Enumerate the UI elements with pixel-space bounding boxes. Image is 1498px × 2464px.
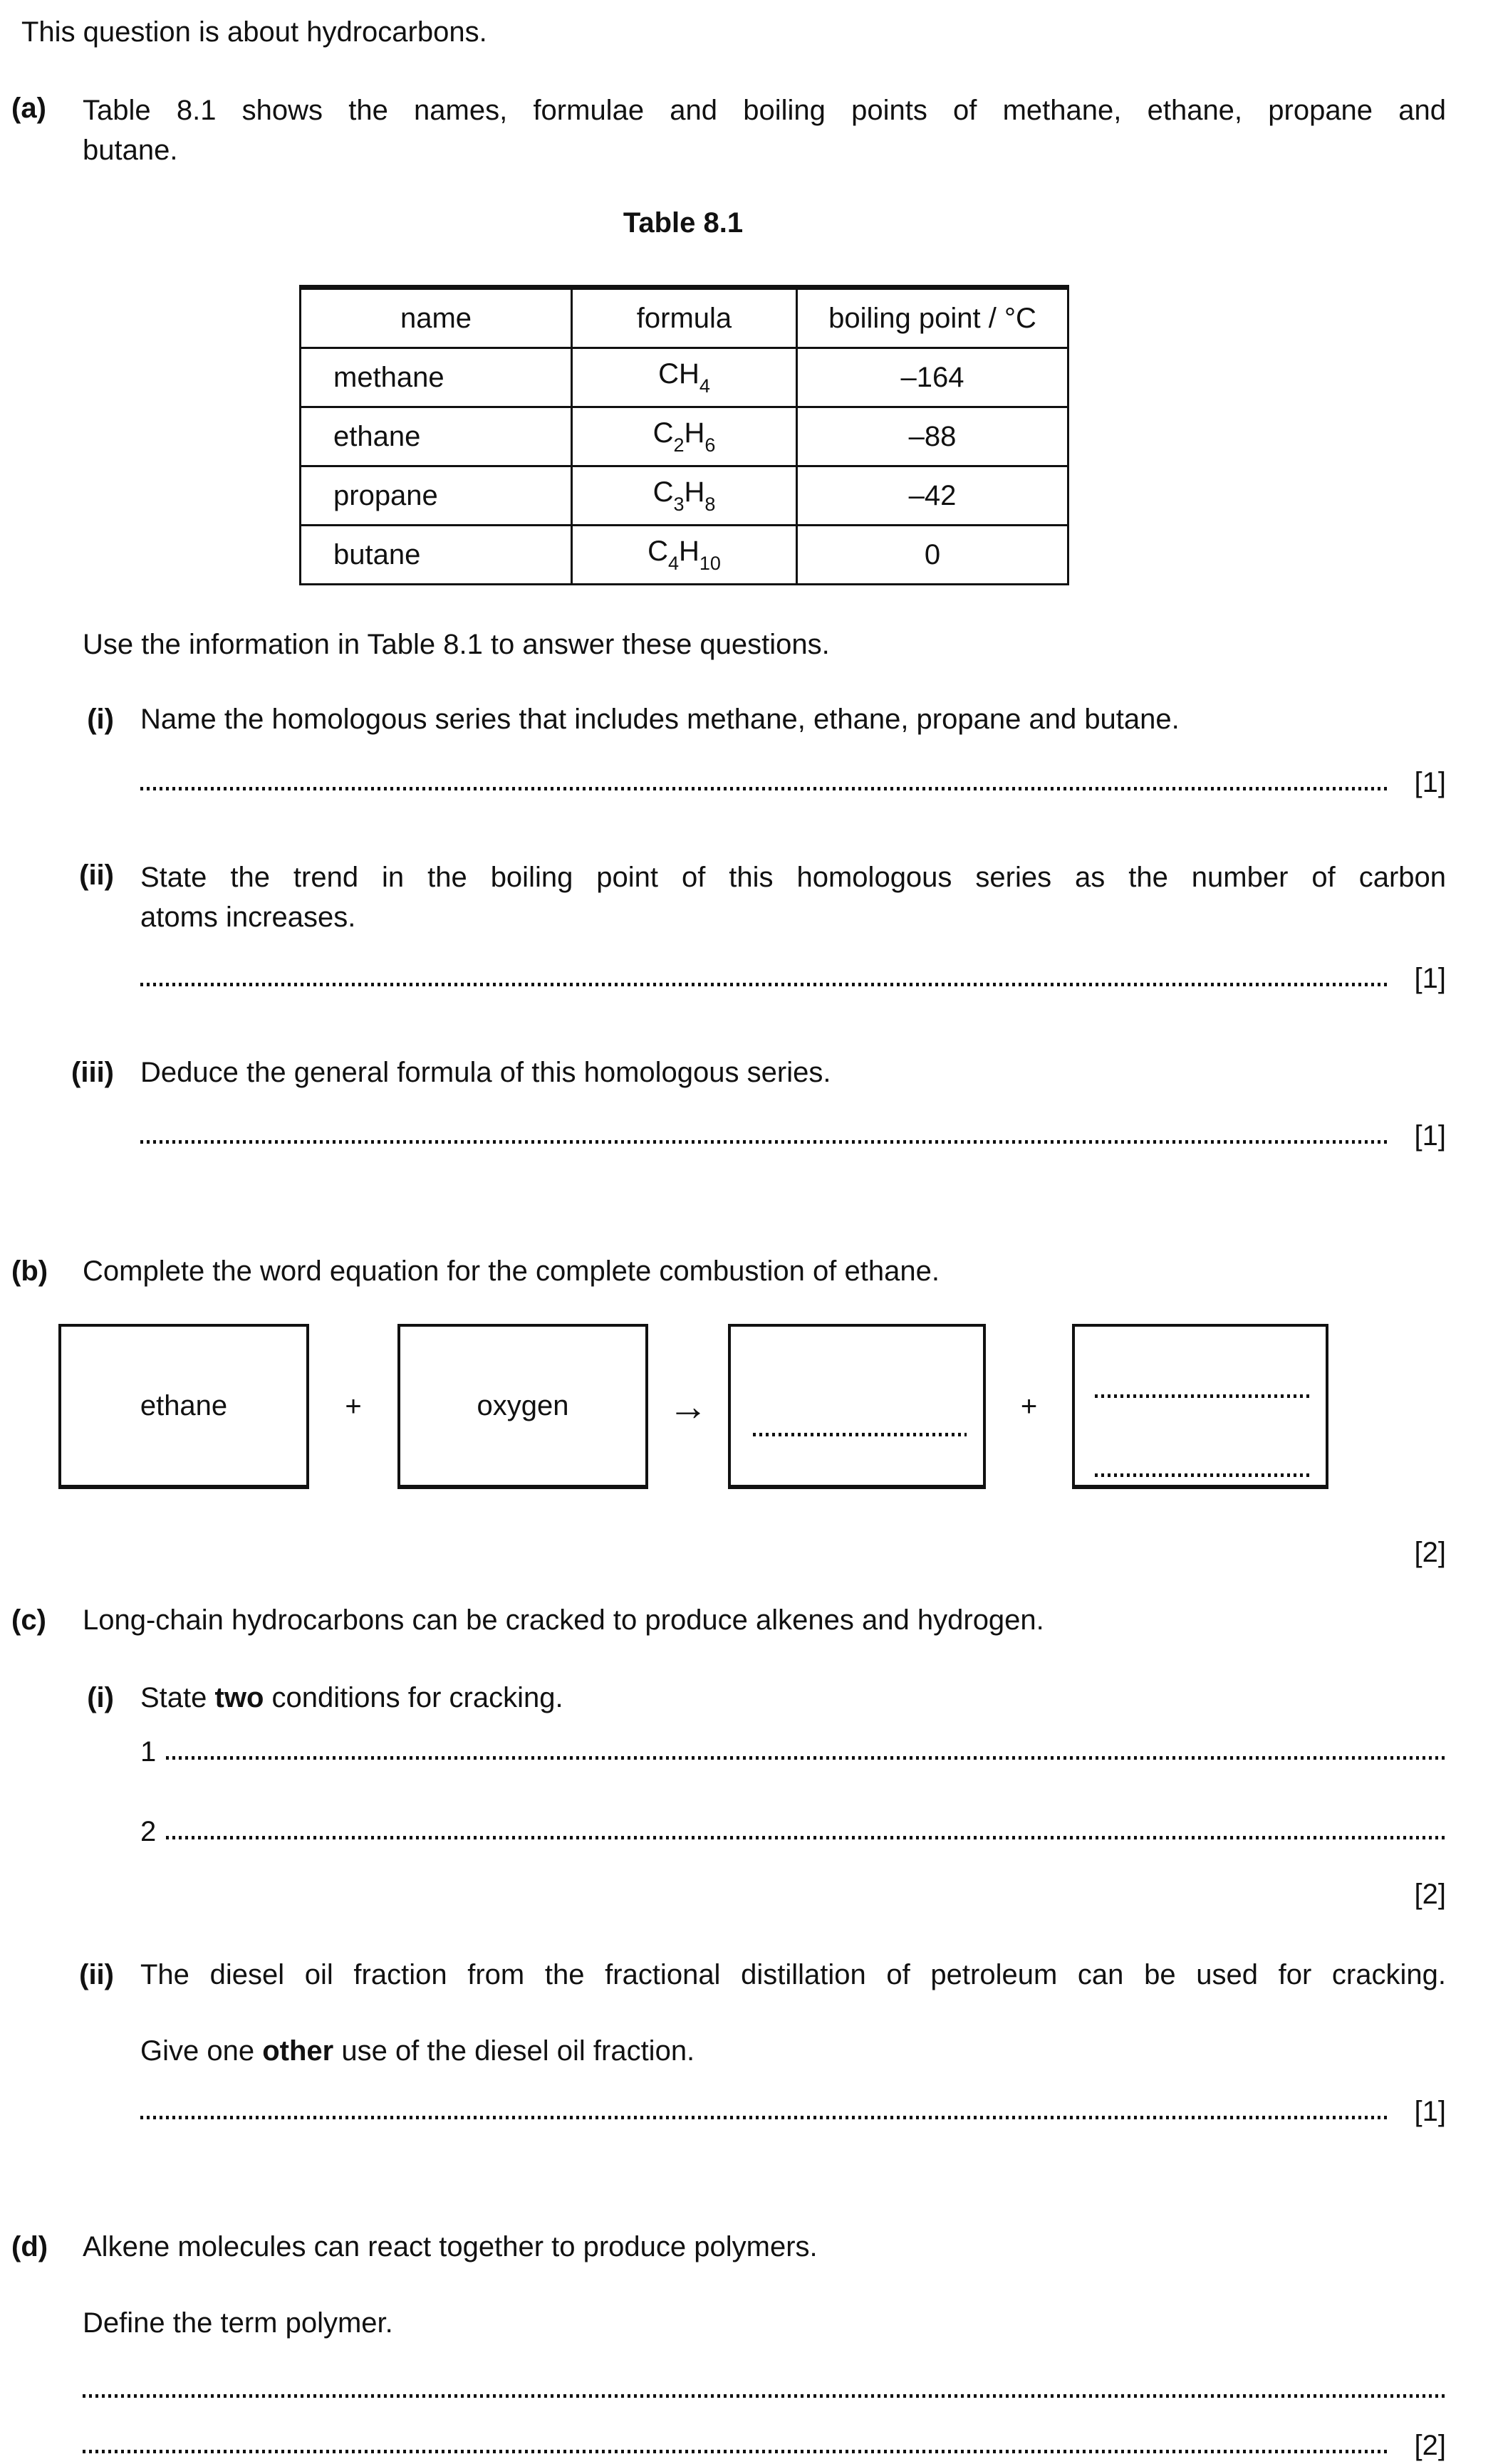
answer-number: 1 — [140, 1736, 157, 1768]
question-c-i-text-suffix: conditions for cracking. — [264, 1682, 563, 1713]
use-information-text: Use the information in Table 8.1 to answer these questions. — [83, 629, 830, 660]
question-c-i-text-prefix: State — [140, 1682, 215, 1713]
part-b-label: (b) — [11, 1256, 48, 1287]
answer-number: 2 — [140, 1816, 157, 1847]
part-c-text: Long-chain hydrocarbons can be cracked to produce alkenes and hydrogen. — [83, 1604, 1044, 1636]
question-a-iii-label: (iii) — [71, 1057, 114, 1088]
formula-subscript: 8 — [704, 494, 716, 516]
plus-sign-glyph: + — [1020, 1391, 1038, 1422]
table-row-ethane — [301, 407, 1068, 466]
plus-sign — [309, 1324, 397, 1489]
boiling-points-table — [299, 285, 1069, 585]
boiling-point-cell: 0 — [797, 526, 1068, 585]
part-d-define-text: Define the term polymer. — [83, 2307, 393, 2339]
dotted-line[interactable] — [140, 983, 1390, 986]
question-a-ii-text-line1: State the trend in the boiling point of this homologous series as the number of carbon — [140, 862, 1446, 893]
arrow-glyph: → — [668, 1384, 708, 1429]
question-c-ii-text: The diesel oil fraction from the fractional distillation of petroleum can be used for cracking. — [140, 1959, 1446, 1990]
formula-text: H — [684, 476, 705, 508]
name-cell: methane — [301, 348, 572, 407]
formula-text: CH — [658, 358, 699, 390]
answer-dots[interactable] — [1095, 1473, 1310, 1477]
col-header-name: name — [301, 288, 572, 348]
answer-dots[interactable] — [753, 1433, 967, 1436]
question-a-ii-text-line2: atoms increases. — [140, 902, 356, 933]
plus-sign — [986, 1324, 1072, 1489]
mark-label: [2] — [1414, 1879, 1446, 1910]
boiling-point-cell: –164 — [797, 348, 1068, 407]
table-header-row — [301, 288, 1068, 348]
part-c-label: (c) — [11, 1604, 46, 1636]
equation-box-product-1[interactable] — [728, 1324, 986, 1489]
formula-subscript: 6 — [704, 434, 716, 456]
give-text-bold: other — [262, 2035, 334, 2067]
part-d-text: Alkene molecules can react together to produce polymers. — [83, 2231, 818, 2262]
formula-text: H — [678, 536, 699, 568]
name-cell: propane — [301, 466, 572, 526]
part-b-text: Complete the word equation for the complete combustion of ethane. — [83, 1256, 940, 1287]
question-c-ii-give-text — [140, 2033, 695, 2069]
formula-text: C — [652, 417, 674, 449]
dotted-line[interactable] — [140, 787, 1390, 790]
answer-line-c-i-1[interactable] — [140, 1732, 1446, 1766]
table-row-propane — [301, 466, 1068, 526]
give-text-suffix: use of the diesel oil fraction. — [333, 2035, 695, 2067]
formula-cell — [572, 407, 797, 466]
mark-label: [2] — [1414, 2430, 1446, 2461]
question-c-i-text-bold: two — [214, 1682, 264, 1713]
formula-subscript: 3 — [673, 494, 685, 516]
name-cell: butane — [301, 526, 572, 585]
question-a-i-text: Name the homologous series that includes methane, ethane, propane and butane. — [140, 704, 1180, 735]
answer-dots[interactable] — [1095, 1394, 1310, 1398]
arrow-right-icon — [648, 1324, 728, 1489]
equation-box-ethane — [58, 1324, 309, 1489]
dotted-line[interactable] — [140, 2116, 1390, 2119]
part-a-label: (a) — [11, 93, 46, 124]
part-a-text — [83, 90, 1446, 170]
part-a-text-line2: butane. — [83, 135, 178, 166]
answer-line-a-ii[interactable] — [140, 959, 1446, 993]
answer-line-d-1[interactable] — [83, 2370, 1446, 2404]
formula-cell — [572, 466, 797, 526]
dotted-line[interactable] — [166, 1836, 1446, 1839]
question-c-i-label: (i) — [87, 1682, 114, 1713]
table-caption: Table 8.1 — [623, 207, 744, 239]
question-c-ii-label: (ii) — [79, 1959, 114, 1990]
dotted-line[interactable] — [166, 1756, 1446, 1760]
part-a-text-line1: Table 8.1 shows the names, formulae and boiling points of methane, ethane, propane and — [83, 95, 1446, 126]
dotted-line[interactable] — [83, 2394, 1446, 2398]
col-header-boiling-point: boiling point / °C — [797, 288, 1068, 348]
name-cell: ethane — [301, 407, 572, 466]
question-intro: This question is about hydrocarbons. — [21, 16, 487, 48]
dotted-line[interactable] — [83, 2450, 1390, 2453]
equation-box-oxygen — [397, 1324, 648, 1489]
question-a-i-label: (i) — [87, 704, 114, 735]
formula-subscript: 2 — [673, 434, 685, 456]
col-header-formula: formula — [572, 288, 797, 348]
mark-label: [1] — [1414, 963, 1446, 994]
mark-label: [1] — [1414, 1120, 1446, 1152]
question-a-iii-text: Deduce the general formula of this homologous series. — [140, 1057, 831, 1088]
formula-text: H — [684, 417, 705, 449]
formula-text: C — [647, 536, 668, 568]
answer-line-a-iii[interactable] — [140, 1116, 1446, 1150]
equation-box-ethane-label: ethane — [140, 1390, 228, 1421]
dotted-line[interactable] — [140, 1140, 1390, 1144]
equation-box-oxygen-label: oxygen — [477, 1390, 569, 1421]
question-a-ii-label: (ii) — [79, 860, 114, 891]
answer-line-a-i[interactable] — [140, 763, 1446, 797]
table-row-butane — [301, 526, 1068, 585]
part-d-label: (d) — [11, 2231, 48, 2262]
mark-label: [1] — [1414, 2096, 1446, 2127]
formula-cell — [572, 526, 797, 585]
formula-text: C — [652, 476, 674, 508]
equation-box-product-2[interactable] — [1072, 1324, 1328, 1489]
give-text-prefix: Give one — [140, 2035, 263, 2067]
answer-line-d-2[interactable] — [83, 2426, 1446, 2460]
answer-line-c-ii[interactable] — [140, 2092, 1446, 2126]
formula-subscript: 4 — [699, 375, 710, 397]
formula-cell — [572, 348, 797, 407]
answer-line-c-i-2[interactable] — [140, 1812, 1446, 1846]
question-a-ii-text — [140, 857, 1446, 937]
plus-sign-glyph: + — [345, 1391, 362, 1422]
mark-label: [2] — [1414, 1537, 1446, 1568]
boiling-point-cell: –88 — [797, 407, 1068, 466]
table-row-methane — [301, 348, 1068, 407]
question-c-i-text — [140, 1680, 563, 1716]
formula-subscript: 4 — [667, 553, 679, 575]
boiling-point-cell: –42 — [797, 466, 1068, 526]
mark-label: [1] — [1414, 767, 1446, 798]
formula-subscript: 10 — [699, 553, 721, 575]
